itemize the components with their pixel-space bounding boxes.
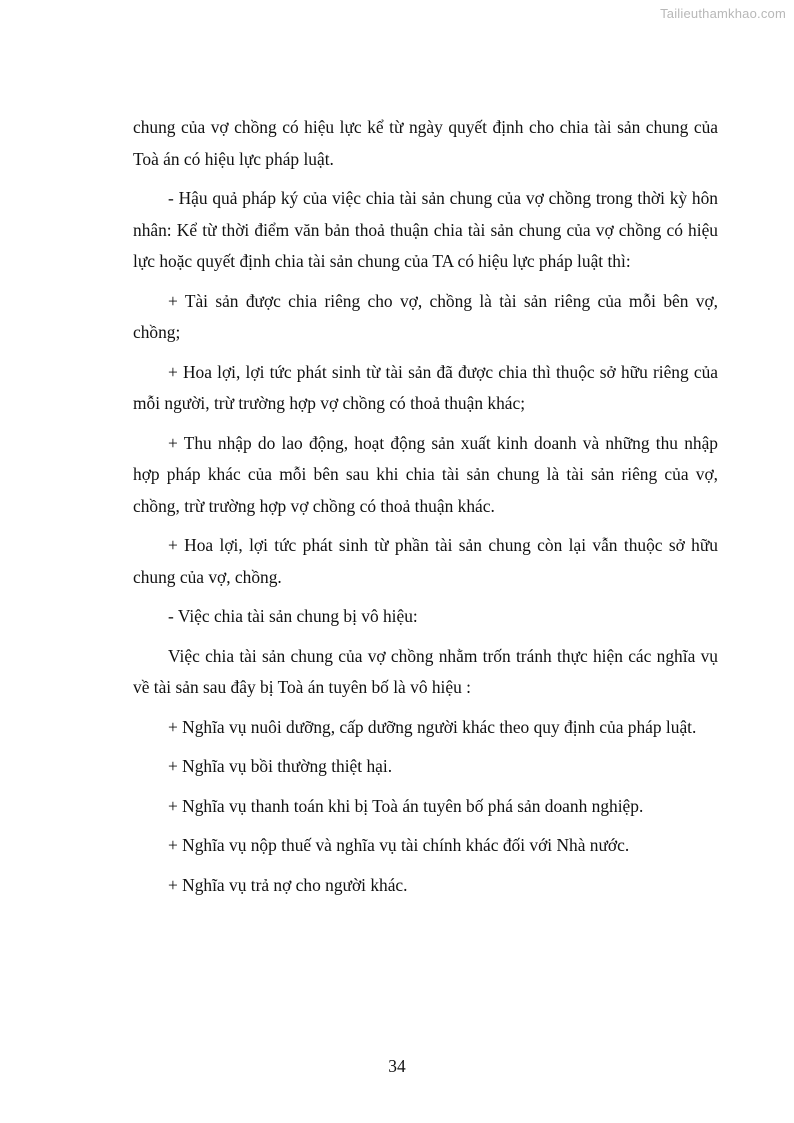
paragraph: chung của vợ chồng có hiệu lực kể từ ngày quyết định cho chia tài sản chung của Toà án có hiệu lực pháp luật.: [133, 117, 718, 169]
paragraph: + Nghĩa vụ nộp thuế và nghĩa vụ tài chính khác đối với Nhà nước.: [168, 835, 630, 855]
paragraph: + Thu nhập do lao động, hoạt động sản xuất kinh doanh và những thu nhập hợp pháp khác của mỗi bên sau khi chia tài sản chung là tài sản riêng của vợ, chồng, trừ trường hợp vợ chồng có thoả thuận khác.: [133, 432, 718, 516]
paragraph: + Hoa lợi, lợi tức phát sinh từ phần tài sản chung còn lại vẫn thuộc sở hữu chung của vợ, chồng.: [133, 535, 718, 587]
paragraph: + Nghĩa vụ trả nợ cho người khác.: [168, 874, 408, 895]
paragraph: - Hậu quả pháp ký của việc chia tài sản chung của vợ chồng trong thời kỳ hôn nhân: Kể từ thời điểm văn bản thoả thuận chia tài sản chung của vợ chồng có hiệu lực hoặc quyết định chia tài sản chung của TA có hiệu lực pháp luật thì:: [133, 188, 718, 271]
paragraph: - Việc chia tài sản chung bị vô hiệu:: [168, 606, 418, 626]
paragraph: + Tài sản được chia riêng cho vợ, chồng là tài sản riêng của mỗi bên vợ, chồng;: [133, 290, 718, 342]
paragraph: + Nghĩa vụ bồi thường thiệt hại.: [168, 756, 393, 776]
page-number: 34: [388, 1056, 406, 1076]
paragraph: + Nghĩa vụ thanh toán khi bị Toà án tuyên bố phá sản doanh nghiệp.: [168, 795, 644, 816]
document-body: [133, 112, 718, 909]
paragraph: Việc chia tài sản chung của vợ chồng nhằm trốn tránh thực hiện các nghĩa vụ về tài sản sau đây bị Toà án tuyên bố là vô hiệu :: [133, 645, 718, 697]
watermark: Tailieuthamkhao.com: [660, 6, 786, 21]
paragraph: + Nghĩa vụ nuôi dưỡng, cấp dưỡng người khác theo quy định của pháp luật.: [168, 716, 697, 737]
paragraph: + Hoa lợi, lợi tức phát sinh từ tài sản đã được chia thì thuộc sở hữu riêng của mỗi người, trừ trường hợp vợ chồng có thoả thuận khác;: [133, 361, 718, 413]
